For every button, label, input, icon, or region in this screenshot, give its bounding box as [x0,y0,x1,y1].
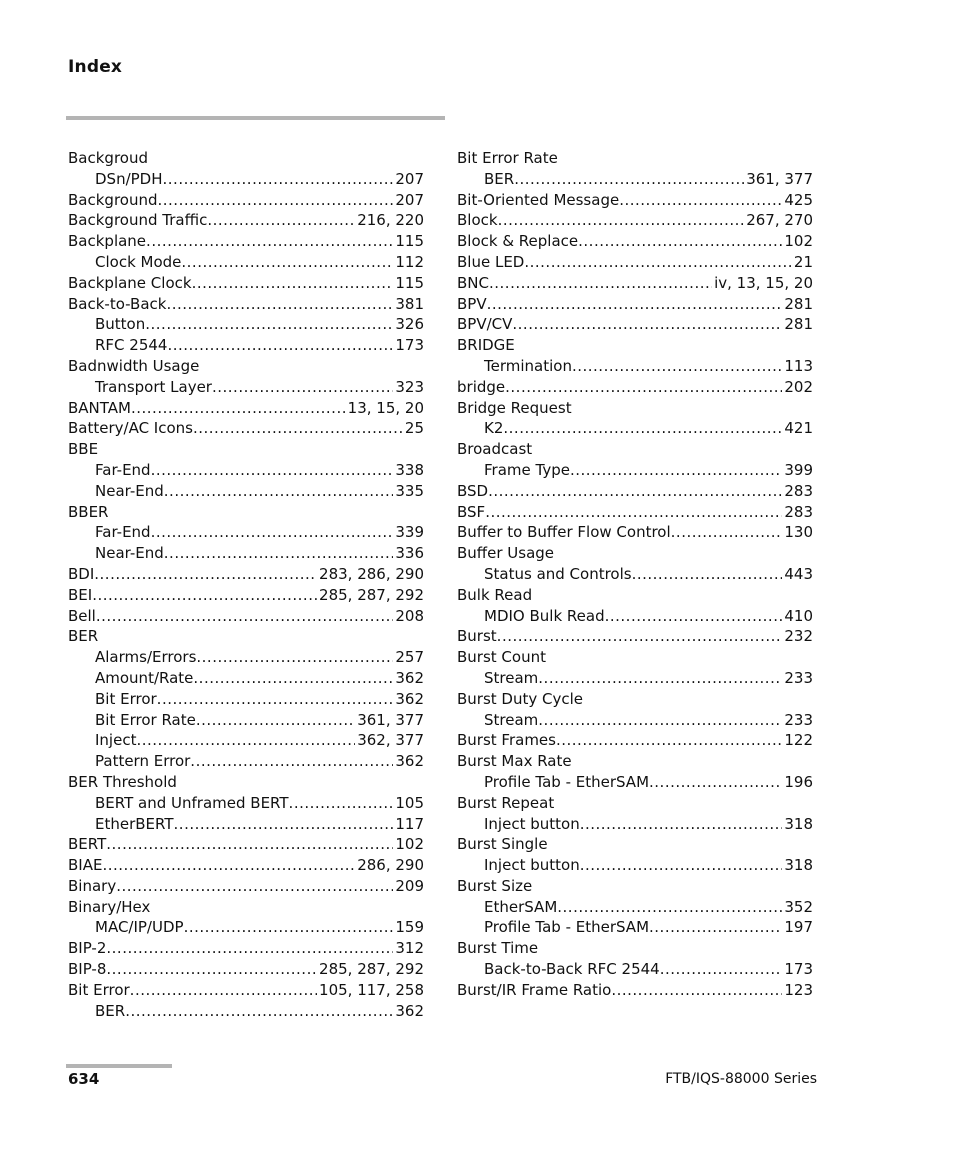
index-subentry [457,668,813,689]
index-term: Burst Frames [457,731,556,750]
index-subentry [68,543,424,564]
dot-leader [538,710,782,731]
index-entry [457,439,813,460]
index-subentry [457,710,813,731]
index-term: Bit-Oriented Message [457,190,620,209]
dot-leader [505,377,782,398]
dot-leader [611,980,782,1001]
index-entry [68,439,424,460]
index-term: Far-End [95,523,151,542]
index-term: Broadcast [457,440,533,459]
dot-leader [497,626,783,647]
index-page-refs: 196 [784,772,813,791]
index-subentry [68,169,424,190]
index-term: MDIO Bulk Read [484,606,605,625]
dot-leader [512,314,782,335]
index-term: Bit Error [95,689,157,708]
index-term: Burst Time [457,939,539,958]
index-term: Back-to-Back RFC 2544 [484,960,660,979]
index-entry [68,897,424,918]
index-term: BIP-2 [68,939,107,958]
index-page-refs: 117 [395,814,424,833]
index-page-refs: 425 [784,190,813,209]
index-entry [457,398,813,419]
page-title: Index [68,57,123,77]
index-term: Block & Replace [457,232,579,251]
index-page-refs: 173 [395,336,424,355]
index-page-refs: 361, 377 [746,169,813,188]
dot-leader [193,418,403,439]
dot-leader [92,585,317,606]
index-term: BPV/CV [457,315,513,334]
index-term: Binary/Hex [68,897,151,916]
index-subentry [68,1001,424,1022]
index-entry [68,772,424,793]
index-term: EtherBERT [95,814,174,833]
index-subentry [457,959,813,980]
index-entry [457,647,813,668]
index-term: Badnwidth Usage [68,356,200,375]
index-page-refs: 257 [395,648,424,667]
index-entry [457,585,813,606]
index-page-refs: 352 [784,897,813,916]
index-page-refs: 21 [793,252,813,271]
page-number: 634 [68,1070,100,1088]
index-page-refs: 122 [784,731,813,750]
index-subentry [457,418,813,439]
index-page-refs: 318 [784,856,813,875]
index-subentry [457,897,813,918]
index-term: Bit Error Rate [457,149,558,167]
index-term: Near-End [95,544,164,563]
index-subentry [68,460,424,481]
index-page-refs: 123 [784,980,813,999]
index-page-refs: 173 [784,960,813,979]
dot-leader [660,959,783,980]
header-divider [66,116,445,120]
index-page-refs: 233 [784,668,813,687]
index-term: K2 [484,419,504,438]
index-page-refs: 102 [784,232,813,251]
dot-leader [524,252,792,273]
index-page-refs: 335 [395,481,424,500]
index-entry [68,626,424,647]
index-term: Backgroud [68,149,148,167]
index-subentry [68,793,424,814]
index-page-refs: 362, 377 [357,731,424,750]
dot-leader [580,814,783,835]
index-page-refs: 112 [395,252,424,271]
index-term: BER [484,169,515,188]
index-page-refs: 318 [784,814,813,833]
index-entry [457,190,813,211]
dot-leader [538,668,782,689]
index-term: Amount/Rate [95,668,194,687]
index-term: Binary [68,876,117,895]
index-page-refs: 362 [395,1001,424,1020]
index-subentry [68,814,424,835]
index-page-refs: 207 [395,169,424,188]
index-page-refs: 159 [395,918,424,937]
index-term: Status and Controls [484,564,632,583]
index-entry [457,522,813,543]
index-term: Burst Max Rate [457,752,572,771]
index-term: BER Threshold [68,772,177,791]
dot-leader [106,959,317,980]
index-page-refs: 115 [395,273,424,292]
index-subentry [457,169,813,190]
index-term: BERT and Unframed BERT [95,793,289,812]
index-term: Button [95,315,146,334]
index-term: Burst Size [457,876,533,895]
index-term: BBE [68,440,99,459]
index-term: Burst [457,627,497,646]
index-entry [457,834,813,855]
index-entry [457,148,813,169]
index-page-refs: 339 [395,523,424,542]
index-term: Inject button [484,856,580,875]
dot-leader [96,606,394,627]
dot-leader [196,647,393,668]
index-page-refs: 25 [404,419,424,438]
dot-leader [489,273,712,294]
index-page-refs: 410 [784,606,813,625]
index-entry [68,938,424,959]
index-page-refs: 323 [395,377,424,396]
dot-leader [174,814,394,835]
index-page-refs: 267, 270 [746,211,813,230]
index-column-left [68,148,424,1021]
footer-divider [66,1064,172,1068]
index-term: Burst Single [457,835,548,854]
index-page-refs: 115 [395,232,424,251]
dot-leader [125,1001,393,1022]
index-term: RFC 2544 [95,336,168,355]
index-entry [457,730,813,751]
index-page-refs: 399 [784,460,813,479]
index-page-refs: 130 [784,523,813,542]
index-term: Burst Count [457,648,546,667]
dot-leader [164,543,394,564]
index-entry [457,481,813,502]
index-page-refs: 208 [395,606,424,625]
index-term: Frame Type [484,460,570,479]
index-subentry [68,522,424,543]
index-page-refs: 281 [784,315,813,334]
index-term: BER [95,1001,126,1020]
dot-leader [488,481,782,502]
index-term: Clock Mode [95,252,182,271]
index-entry [68,980,424,1001]
index-term: Bulk Read [457,585,533,604]
dot-leader [619,190,782,211]
dot-leader [498,210,745,231]
dot-leader [151,522,394,543]
index-subentry [68,481,424,502]
index-page-refs: 285, 287, 292 [319,960,424,979]
index-subentry [68,710,424,731]
index-term: Burst Repeat [457,793,555,812]
index-page-refs: 13, 15, 20 [347,398,424,417]
index-column-right [457,148,813,1001]
index-term: Profile Tab - EtherSAM [484,772,650,791]
index-page-refs: 207 [395,190,424,209]
dot-leader [157,689,394,710]
index-subentry [68,377,424,398]
dot-leader [190,751,393,772]
index-entry [68,834,424,855]
index-term: Near-End [95,481,164,500]
dot-leader [514,169,744,190]
index-page-refs: 105, 117, 258 [319,980,424,999]
index-page-refs: 232 [784,627,813,646]
index-page-refs: 362 [395,668,424,687]
index-term: BNC [457,273,489,292]
index-entry [68,606,424,627]
dot-leader [106,938,393,959]
dot-leader [503,418,782,439]
index-term: MAC/IP/UDP [95,918,184,937]
index-subentry [457,772,813,793]
index-term: Burst/IR Frame Ratio [457,980,612,999]
index-term: BRIDGE [457,336,515,355]
index-term: Inject [95,731,137,750]
index-term: Battery/AC Icons [68,419,193,438]
index-term: Alarms/Errors [95,648,197,667]
dot-leader [158,190,394,211]
index-term: BSF [457,502,486,521]
index-term: Profile Tab - EtherSAM [484,918,650,937]
index-term: Bell [68,606,96,625]
index-term: EtherSAM [484,897,558,916]
index-page-refs: 285, 287, 292 [319,585,424,604]
index-term: BEI [68,585,93,604]
index-entry [68,959,424,980]
index-term: BIAE [68,856,103,875]
index-subentry [68,314,424,335]
index-entry [457,876,813,897]
index-term: BANTAM [68,398,131,417]
dot-leader [212,377,393,398]
dot-leader [193,668,393,689]
index-term: Backplane Clock [68,273,192,292]
index-term: Bit Error Rate [95,710,196,729]
dot-leader [580,855,783,876]
dot-leader [146,231,393,252]
dot-leader [163,169,394,190]
index-term: Background [68,190,158,209]
index-subentry [457,356,813,377]
dot-leader [131,398,346,419]
index-entry [68,502,424,523]
index-term: Background Traffic [68,211,208,230]
dot-leader [136,730,355,751]
dot-leader [151,460,394,481]
index-entry [68,148,424,169]
index-term: Backplane [68,232,147,251]
index-entry [68,356,424,377]
dot-leader [145,314,393,335]
index-entry [457,377,813,398]
index-subentry [68,252,424,273]
dot-leader [671,522,783,543]
dot-leader [485,502,782,523]
dot-leader [556,730,782,751]
index-entry [68,585,424,606]
index-term: DSn/PDH [95,169,163,188]
index-entry [457,689,813,710]
dot-leader [632,564,783,585]
index-page-refs: 326 [395,315,424,334]
index-page-refs: 362 [395,752,424,771]
index-entry [457,938,813,959]
index-page-refs: 202 [784,377,813,396]
index-subentry [68,730,424,751]
index-entry [457,294,813,315]
index-term: BIP-8 [68,960,107,979]
index-term: Bit Error [68,980,130,999]
index-subentry [457,814,813,835]
index-page-refs: 336 [395,544,424,563]
dot-leader [578,231,782,252]
index-page-refs: 102 [395,835,424,854]
dot-leader [106,834,393,855]
index-term: Buffer to Buffer Flow Control [457,523,671,542]
index-term: Pattern Error [95,752,191,771]
dot-leader [192,273,394,294]
index-entry [68,210,424,231]
index-entry [457,335,813,356]
dot-leader [487,294,783,315]
index-term: BSD [457,481,489,500]
index-subentry [457,460,813,481]
index-entry [457,793,813,814]
index-term: BDI [68,564,95,583]
index-entry [68,273,424,294]
index-entry [68,398,424,419]
index-subentry [457,855,813,876]
index-term: Termination [484,356,572,375]
index-term: Bridge Request [457,398,572,417]
index-subentry [68,751,424,772]
index-page-refs: 443 [784,564,813,583]
index-entry [68,855,424,876]
index-entry [68,418,424,439]
index-entry [457,502,813,523]
index-page-refs: 283, 286, 290 [319,564,424,583]
index-page-refs: 283 [784,481,813,500]
index-entry [68,231,424,252]
index-entry [457,543,813,564]
index-term: BER [68,627,99,646]
index-entry [457,751,813,772]
index-term: BPV [457,294,487,313]
index-term: Transport Layer [95,377,212,396]
dot-leader [557,897,782,918]
index-term: Inject button [484,814,580,833]
dot-leader [130,980,317,1001]
index-subentry [68,647,424,668]
index-subentry [68,335,424,356]
document-series: FTB/IQS-88000 Series [665,1071,817,1087]
index-page-refs: 338 [395,460,424,479]
index-page-refs: 286, 290 [357,856,424,875]
index-page-refs: 105 [395,793,424,812]
index-entry [457,252,813,273]
dot-leader [164,481,394,502]
index-term: Back-to-Back [68,294,167,313]
index-page-refs: 381 [395,294,424,313]
index-subentry [68,689,424,710]
index-term: BERT [68,835,107,854]
dot-leader [94,564,317,585]
index-term: Blue LED [457,252,525,271]
index-page-refs: 362 [395,689,424,708]
dot-leader [196,710,355,731]
index-page-refs: 283 [784,502,813,521]
index-page-refs: 312 [395,939,424,958]
index-entry [68,876,424,897]
index-term: BBER [68,502,109,521]
index-page-refs: 197 [784,918,813,937]
index-term: Buffer Usage [457,544,555,563]
dot-leader [649,917,782,938]
index-page-refs: 216, 220 [357,211,424,230]
index-entry [457,210,813,231]
index-page-refs: 361, 377 [357,710,424,729]
index-entry [68,564,424,585]
dot-leader [102,855,355,876]
index-page-refs: 209 [395,876,424,895]
index-entry [457,980,813,1001]
index-term: bridge [457,377,506,396]
index-entry [457,314,813,335]
index-subentry [68,668,424,689]
index-term: Stream [484,710,539,729]
index-subentry [457,917,813,938]
index-page-refs: 421 [784,419,813,438]
index-term: Stream [484,668,539,687]
dot-leader [649,772,782,793]
index-page-refs: iv, 13, 15, 20 [714,273,813,292]
index-subentry [457,606,813,627]
index-page-refs: 281 [784,294,813,313]
index-entry [68,294,424,315]
dot-leader [184,917,394,938]
index-term: Block [457,211,498,230]
dot-leader [116,876,393,897]
index-entry [457,273,813,294]
dot-leader [605,606,783,627]
index-page-refs: 113 [784,356,813,375]
dot-leader [166,294,393,315]
dot-leader [207,210,355,231]
index-entry [68,190,424,211]
index-page-refs: 233 [784,710,813,729]
index-subentry [457,564,813,585]
dot-leader [572,356,782,377]
dot-leader [289,793,394,814]
dot-leader [570,460,782,481]
index-term: Burst Duty Cycle [457,689,584,708]
index-entry [457,626,813,647]
index-term: Far-End [95,460,151,479]
index-entry [457,231,813,252]
dot-leader [181,252,393,273]
dot-leader [167,335,393,356]
index-subentry [68,917,424,938]
